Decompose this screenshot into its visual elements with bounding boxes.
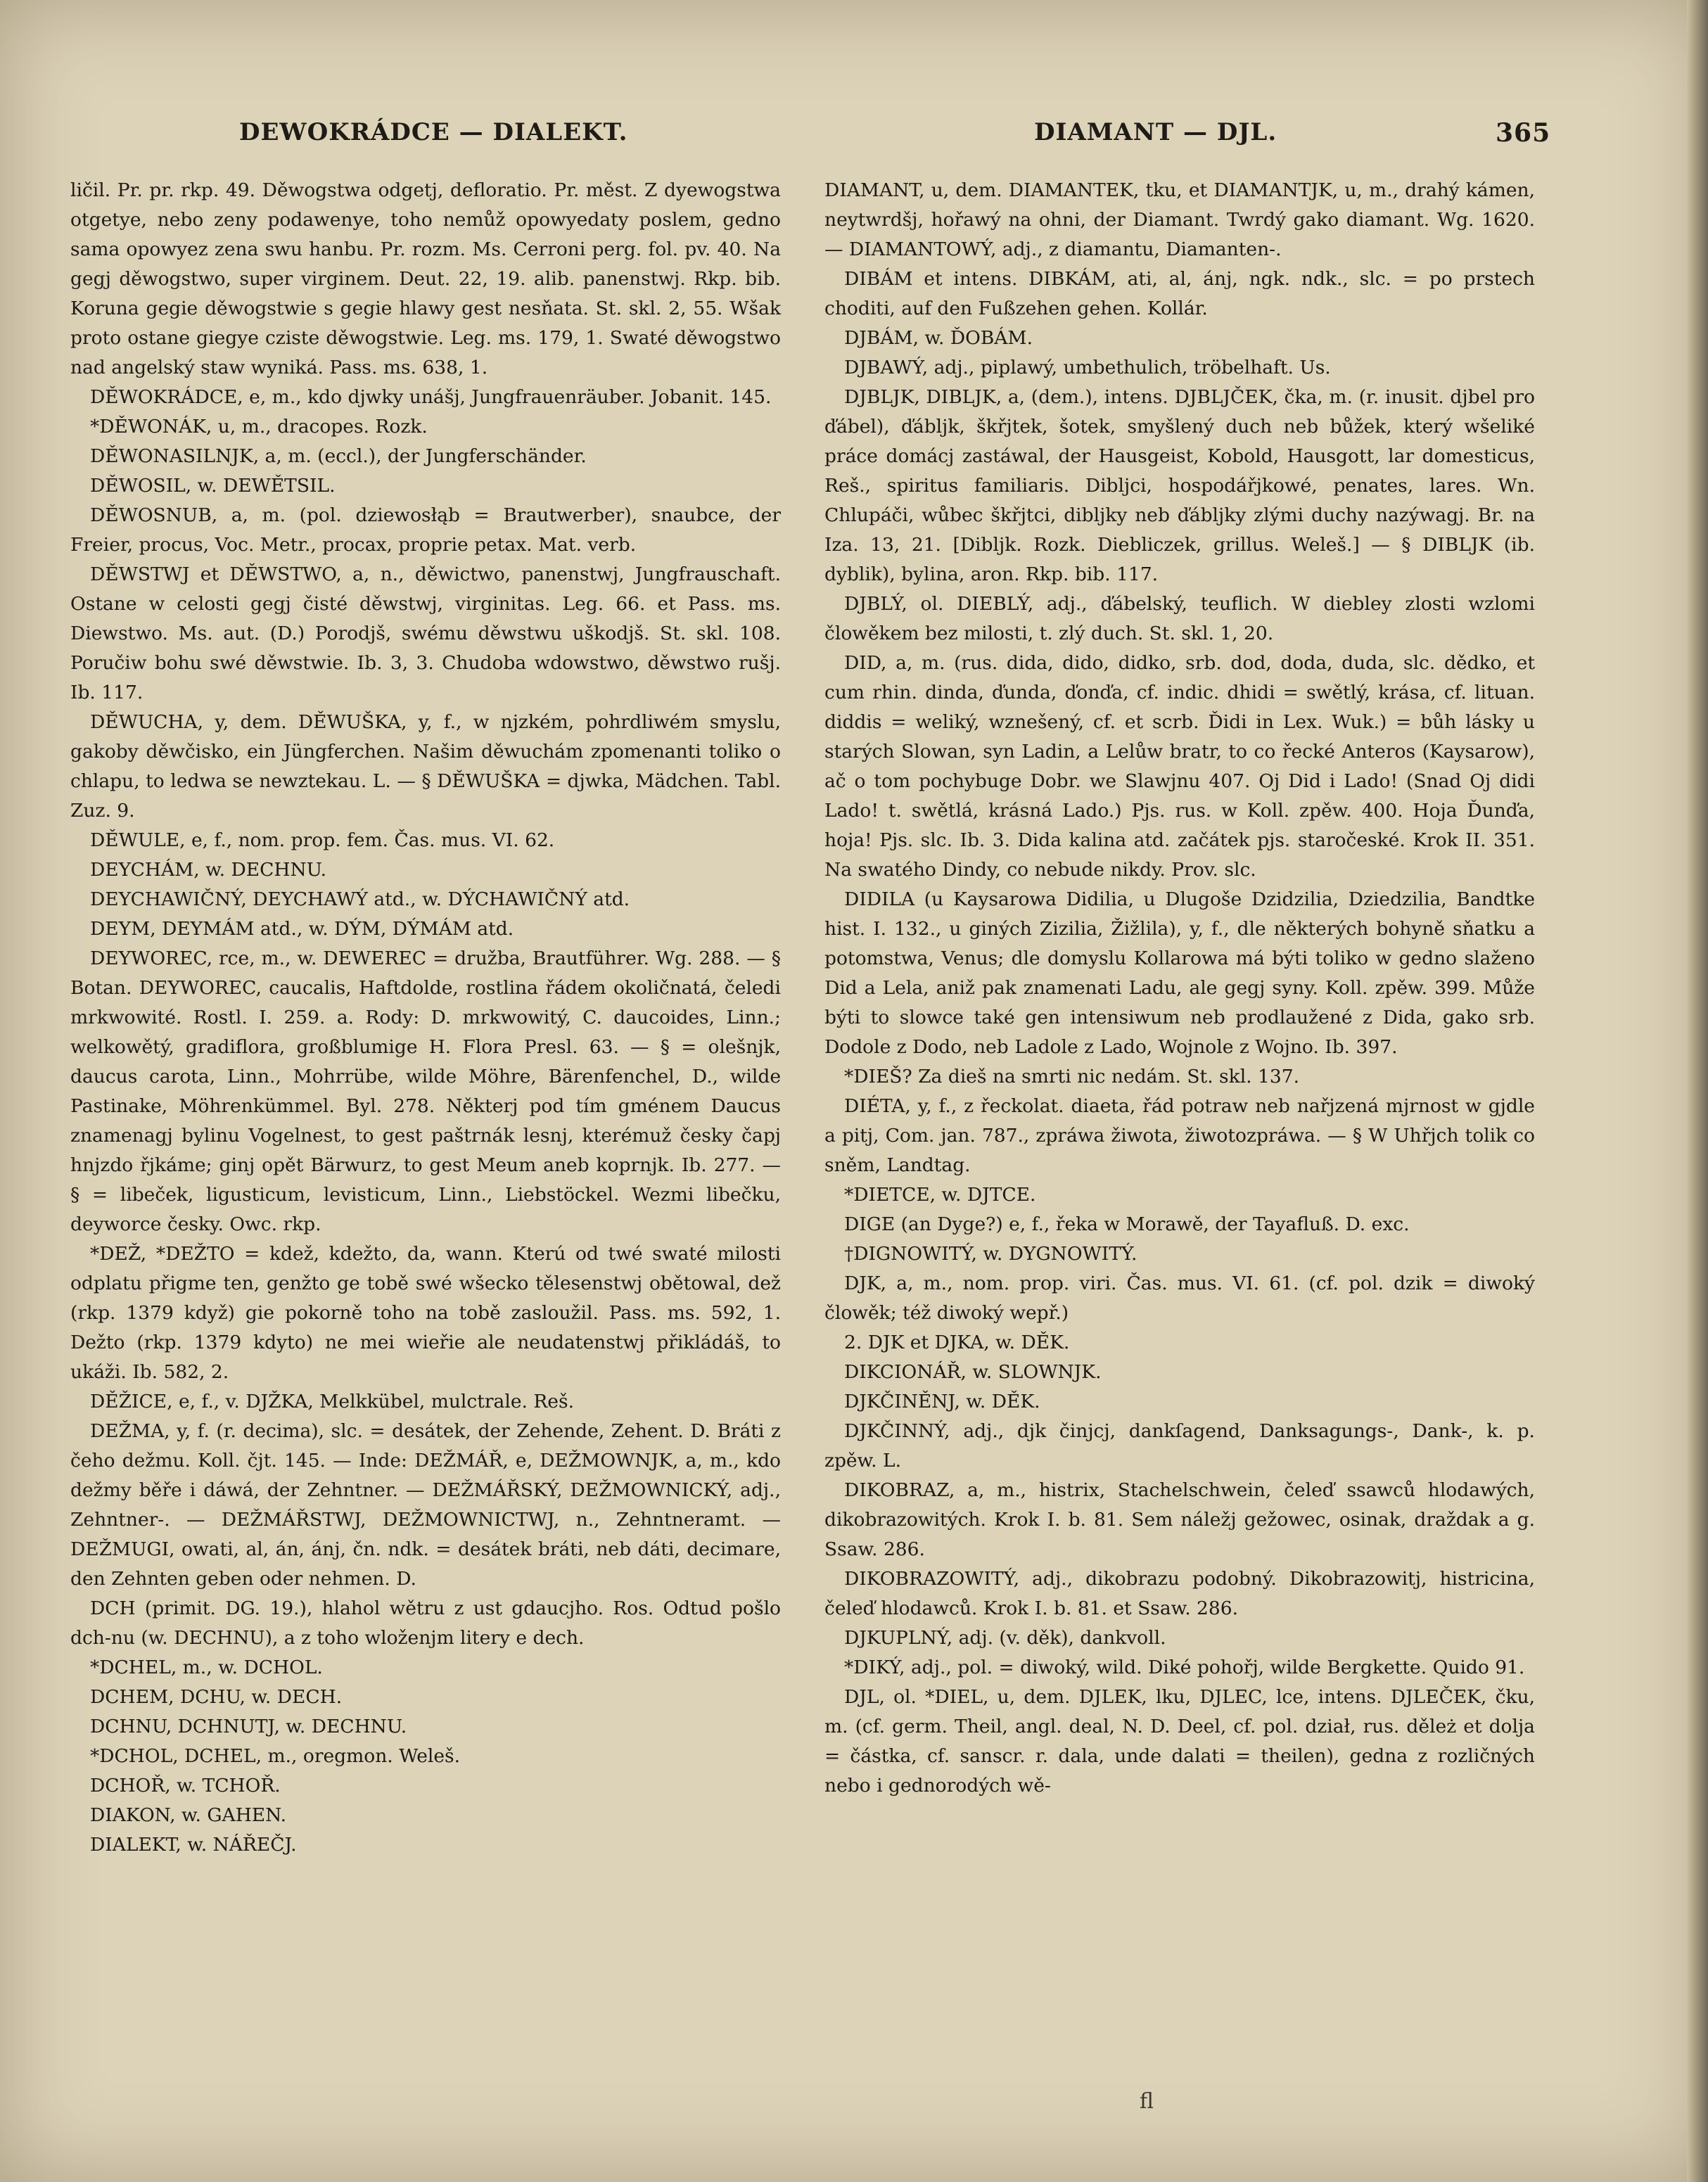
dictionary-entry: DJKČINĚNJ, w. DĚK.	[844, 1391, 1040, 1412]
dictionary-entry: *DĚWONÁK, u, m., dracopes. Rozk.	[90, 416, 428, 438]
page-number: 365	[1496, 118, 1551, 148]
dictionary-entry: DIKCIONÁŘ, w. SLOWNJK.	[844, 1361, 1102, 1383]
dictionary-entry: DĚWUCHA, y, dem. DĚWUŠKA, y, f., w njzkém, pohrdliwém smyslu, gakoby děwčisko, ein Jüngferchen. Našim děwuchám zpomenanti toliko o chlapu, to ledwa se newztekau. L. — § DĚWUŠKA = djwka, Mädchen. Tabl. Zuz. 9.	[70, 711, 781, 822]
dictionary-entry: *DCHEL, m., w. DCHOL.	[90, 1657, 323, 1678]
dictionary-entry: DĚWOKRÁDCE, e, m., kdo djwky unášj, Jungfrauenräuber. Jobanit. 145.	[90, 386, 772, 408]
dictionary-entry: DĚWULE, e, f., nom. prop. fem. Čas. mus. VI. 62.	[90, 829, 555, 851]
right-column	[824, 176, 1535, 1801]
dictionary-entry: DĚWOSNUB, a, m. (pol. dziewosłąb = Brautwerber), snaubce, der Freier, procus, Voc. Metr., procax, proprie petax. Mat. verb.	[70, 504, 781, 556]
dictionary-entry: DJK, a, m., nom. prop. viri. Čas. mus. VI. 61. (cf. pol. dzik = diwoký člowěk; též diwoký wepř.)	[824, 1272, 1535, 1324]
page-edge-shadow	[1687, 0, 1708, 2182]
dictionary-entry: DEYM, DEYMÁM atd., w. DÝM, DÝMÁM atd.	[90, 918, 514, 940]
dictionary-entry: DCHOŘ, w. TCHOŘ.	[90, 1775, 281, 1797]
dictionary-entry: DEYCHAWIČNÝ, DEYCHAWÝ atd., w. DÝCHAWIČNÝ atd.	[90, 888, 630, 910]
dictionary-entry: †DIGNOWITÝ, w. DYGNOWITÝ.	[844, 1243, 1137, 1265]
dictionary-entry: DJKČINNÝ, adj., djk činjcj, dankſagend, Danksagungs-, Dank-, k. p. zpěw. L.	[824, 1420, 1535, 1472]
dictionary-entry: *DIEŠ? Za dieš na smrti nic nedám. St. skl. 137.	[844, 1066, 1300, 1087]
dictionary-entry: DJKUPLNÝ, adj. (v. děk), dankvoll.	[844, 1627, 1166, 1649]
ink-mark: ﬂ	[1140, 2089, 1154, 2114]
dictionary-entry: DCHEM, DCHU, w. DECH.	[90, 1686, 343, 1708]
dictionary-entry: DIAMANT, u, dem. DIAMANTEK, tku, et DIAMANTJK, u, m., drahý kámen, neytwrdšj, hořawý na ohni, der Diamant. Twrdý gako diamant. Wg. 1620. — DIAMANTOWÝ, adj., z diamantu, Diamanten-.	[824, 179, 1535, 260]
dictionary-entry: DJBLÝ, ol. DIEBLÝ, adj., ďábelský, teuflich. W diebley zlosti wzlomi člowěkem bez milosti, t. zlý duch. St. skl. 1, 20.	[824, 593, 1535, 644]
dictionary-entry: DID, a, m. (rus. dida, dido, didko, srb. dod, doda, duda, slc. dědko, et cum rhin. dinda, ďunda, ďonďa, cf. indic. dhidi = swětlý, krása, cf. lituan. diddis = weliký, wznešený, cf. et scrb. Ďidi in Lex. Wuk.) = bůh lásky u starých Slowan, syn Ladin, a Lelůw bratr, to co řecké Anteros (Kaysarow), ač o tom pochybuge Dobr. we Slawjnu 407. Oj Did i Lado! (Snad Oj didi Lado! t. swětlá, krásná Lado.) Pjs. rus. w Koll. zpěw. 400. Hoja Ďunďa, hoja! Pjs. slc. Ib. 3. Dida kalina atd. začátek pjs. staročeské. Krok II. 351. Na swatého Dindy, co nebude nikdy. Prov. slc.	[824, 652, 1535, 881]
dictionary-entry: DEŽMA, y, f. (r. decima), slc. = desátek, der Zehende, Zehent. D. Bráti z čeho dežmu. Koll. čjt. 145. — Inde: DEŽMÁŘ, e, DEŽMOWNJK, a, m., kdo dežmy běře i dáwá, der Zehntner. — DEŽMÁŘSKÝ, DEŽMOWNICKÝ, adj., Zehntner-. — DEŽMÁŘSTWJ, DEŽMOWNICTWJ, n., Zehntneramt. — DEŽMUGI, owati, al, án, ánj, čn. ndk. = desátek bráti, neb dáti, decimare, den Zehnten geben oder nehmen. D.	[70, 1420, 781, 1590]
dictionary-entry: *DCHOL, DCHEL, m., oregmon. Weleš.	[90, 1745, 461, 1767]
dictionary-entry: DJBAWÝ, adj., piplawý, umbethulich, tröbelhaft. Us.	[844, 357, 1331, 378]
dictionary-entry: DIKOBRAZOWITÝ, adj., dikobrazu podobný. Dikobrazowitj, histricina, čeleď hlodawců. Krok I. b. 81. et Ssaw. 286.	[824, 1568, 1535, 1619]
dictionary-entry: DIAKON, w. GAHEN.	[90, 1804, 287, 1826]
dictionary-entry: DCHNU, DCHNUTJ, w. DECHNU.	[90, 1716, 407, 1737]
left-column	[70, 176, 781, 1860]
dictionary-entry: DEYWOREC, rce, m., w. DEWEREC = družba, Brautführer. Wg. 288. — § Botan. DEYWOREC, caucalis, Haftdolde, rostlina řádem okoličnatá, čeledi mrkwowité. Rostl. I. 259. a. Rody: D. mrkwowitý, C. daucoides, Linn.; welkowětý, gradiflora, großblumige H. Flora Presl. 63. — § = olešnjk, daucus carota, Linn., Mohrrübe, wilde Möhre, Bärenfenchel, D., wilde Pastinake, Möhrenkümmel. Byl. 278. Některj pod tím gménem Daucus znamenagj bylinu Vogelnest, to gest paštrnák lesnj, kterémuž česky čapj hnjzdo řjkáme; ginj opět Bärwurz, to gest Meum aneb koprnjk. Ib. 277. — § = libeček, ligusticum, levisticum, Linn., Liebstöckel. Wezmi libečku, deyworce česky. Owc. rkp.	[70, 948, 781, 1235]
dictionary-entry: DEYCHÁM, w. DECHNU.	[90, 859, 326, 881]
dictionary-entry: *DIETCE, w. DJTCE.	[844, 1184, 1036, 1206]
dictionary-entry: DĚŽICE, e, f., v. DJŽKA, Melkkübel, mulctrale. Reš.	[90, 1391, 575, 1412]
dictionary-entry: DIKOBRAZ, a, m., histrix, Stachelschwein, čeleď ssawců hlodawých, dikobrazowitých. Krok I. b. 81. Sem náležj gežowec, osinak, draždak a g. Ssaw. 286.	[824, 1479, 1535, 1560]
dictionary-entry: *DEŽ, *DEŽTO = kdež, kdežto, da, wann. Kterú od twé swaté milosti odplatu přigme ten, genžto ge tobě swé wšecko tělesenstwj obětowal, dež (rkp. 1379 když) gie pokorně toho na tobě zasloužil. Pass. ms. 592, 1. Dežto (rkp. 1379 kdyto) ne mei wieřie ale neudatenstwj přikládáš, to ukáži. Ib. 582, 2.	[70, 1243, 781, 1383]
dictionary-entry: DĚWSTWJ et DĚWSTWO, a, n., děwictwo, panenstwj, Jungfrauschaft. Ostane w celosti gegj čisté děwstwj, virginitas. Leg. 66. et Pass. ms. Diewstwo. Ms. aut. (D.) Porodjš, swému děwstwu uškodjš. St. skl. 108. Poručiw bohu swé děwstwie. Ib. 3, 3. Chudoba wdowstwo, děwstwo rušj. Ib. 117.	[70, 563, 781, 703]
dictionary-entry: DIGE (an Dyge?) e, f., řeka w Morawě, der Tayafluß. D. exc.	[844, 1213, 1410, 1235]
dictionary-entry: *DIKÝ, adj., pol. = diwoký, wild. Diké pohořj, wilde Bergkette. Quido 91.	[844, 1657, 1525, 1678]
dictionary-entry: DĚWOSIL, w. DEWĚTSIL.	[90, 475, 336, 497]
dictionary-entry: 2. DJK et DJKA, w. DĚK.	[844, 1332, 1070, 1353]
dictionary-entry: DIÉTA, y, f., z řeckolat. diaeta, řád potraw neb nařjzená mjrnost w gjdle a pitj, Com. jan. 787., zpráwa žiwota, žiwotozpráwa. — § W Uhřjch tolik co sněm, Landtag.	[824, 1095, 1535, 1176]
dictionary-entry: DCH (primit. DG. 19.), hlahol wětru z ust gdaucjho. Ros. Odtud pošlo dch-nu (w. DECHNU), a z toho wloženjm litery e dech.	[70, 1597, 781, 1649]
dictionary-entry: DĚWONASILNJK, a, m. (eccl.), der Jungferschänder.	[90, 445, 587, 467]
dictionary-entry: DIALEKT, w. NÁŘEČJ.	[90, 1834, 297, 1856]
dictionary-entry: DJBÁM, w. ĎOBÁM.	[844, 327, 1033, 349]
running-head-right: DIAMANT — DJL.	[1034, 118, 1277, 146]
dictionary-entry: DIBÁM et intens. DIBKÁM, ati, al, ánj, ngk. ndk., slc. = po prstech choditi, auf den Fußzehen gehen. Kollár.	[824, 268, 1535, 319]
dictionary-entry: DIDILA (u Kaysarowa Didilia, u Dlugoše Dzidzilia, Dziedzilia, Bandtke hist. I. 132., u giných Zizilia, Žižlila), y, f., dle některých bohyně sňatku a potomstwa, Venus; dle domyslu Kollarowa má býti toliko w gedno slaženo Did a Lela, aniž pak znamenati Ladu, ale gegj syny. Koll. zpěw. 399. Může býti to slowce také gen intensiwum neb prodlaužené z Dida, gako srb. Dodole z Dodo, neb Ladole z Lado, Wojnole z Wojno. Ib. 397.	[824, 888, 1535, 1058]
dictionary-entry: DJL, ol. *DIEL, u, dem. DJLEK, lku, DJLEC, lce, intens. DJLEČEK, čku, m. (cf. germ. Theil, angl. deal, N. D. Deel, cf. pol. dział, rus. děleż et dolja = částka, cf. sanscr. r. dala, unde dalati = theilen), gedna z rozličných nebo i gednorodých wě-	[824, 1686, 1535, 1797]
dictionary-entry: ličil. Pr. pr. rkp. 49. Děwogstwa odgetj, defloratio. Pr. měst. Z dyewogstwa otgetye, nebo zeny podawenye, toho nemůž opowyedaty poslem, gedno sama opowyez zena swu hanbu. Pr. rozm. Ms. Cerroni perg. fol. pv. 40. Na gegj děwogstwo, super virginem. Deut. 22, 19. alib. panenstwj. Rkp. bib. Koruna gegie děwogstwie s gegie hlawy gest nesňata. St. skl. 2, 55. Wšak proto ostane giegye cziste děwogstwie. Leg. ms. 179, 1. Swaté děwogstwo nad angelský staw wyniká. Pass. ms. 638, 1.	[70, 179, 781, 378]
running-head-left: DEWOKRÁDCE — DIALEKT.	[239, 118, 628, 146]
dictionary-entry: DJBLJK, DIBLJK, a, (dem.), intens. DJBLJČEK, čka, m. (r. inusit. djbel pro ďábel), ďábljk, škřjtek, šotek, smyšlený duch neb bůžek, který wšeliké práce domácj zastáwal, der Hausgeist, Kobold, Hausgott, lar domesticus, Reš., spiritus familiaris. Dibljci, hospodářjkowé, penates, lares. Wn. Chlupáči, wůbec škřjtci, dibljky neb ďábljky zlými duchy nazýwagj. Br. na Iza. 13, 21. [Dibljk. Rozk. Diebliczek, grillus. Weleš.] — § DIBLJK (ib. dyblik), bylina, aron. Rkp. bib. 117.	[824, 386, 1535, 585]
